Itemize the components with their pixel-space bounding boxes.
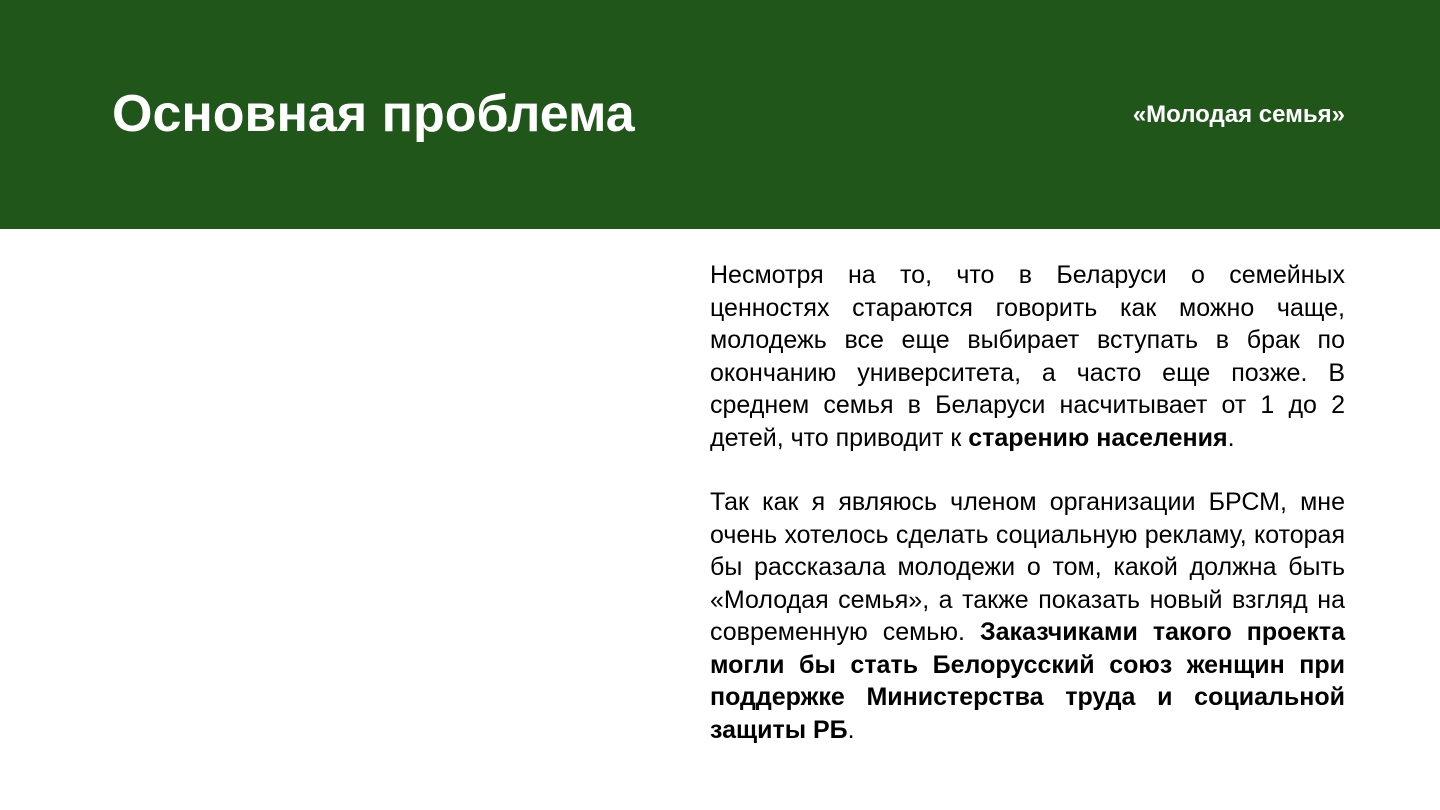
paragraph-1-end: . [1227, 423, 1235, 452]
body-text [710, 259, 1345, 746]
slide-title: Основная проблема [112, 85, 635, 143]
paragraph-1-emphasis: старению населения [968, 423, 1228, 452]
paragraph-2 [710, 486, 1345, 746]
slide-subtitle: «Молодая семья» [1132, 101, 1345, 128]
paragraph-2-emphasis: Заказчиками такого проекта могли бы стать Белорусский союз женщин при поддержке Министерства труда и социальной защиты РБ [710, 618, 1345, 744]
paragraph-1 [710, 259, 1345, 454]
header-banner [0, 0, 1440, 229]
paragraph-2-text: Так как я являюсь членом организации БРСМ, мне очень хотелось сделать социальную рекламу, которая бы рассказала молодежи о том, какой должна быть «Молодая семья», а также показать новый взгляд на современную семью. [710, 488, 1345, 646]
paragraph-2-end: . [847, 715, 855, 744]
paragraph-1-text: Несмотря на то, что в Беларуси о семейных ценностях стараются говорить как можно чаще, молодежь все еще выбирает вступать в брак по окончанию университета, а часто еще позже. В среднем семья в Беларуси насчитывает от 1 до 2 детей, что приводит к [710, 261, 1345, 452]
